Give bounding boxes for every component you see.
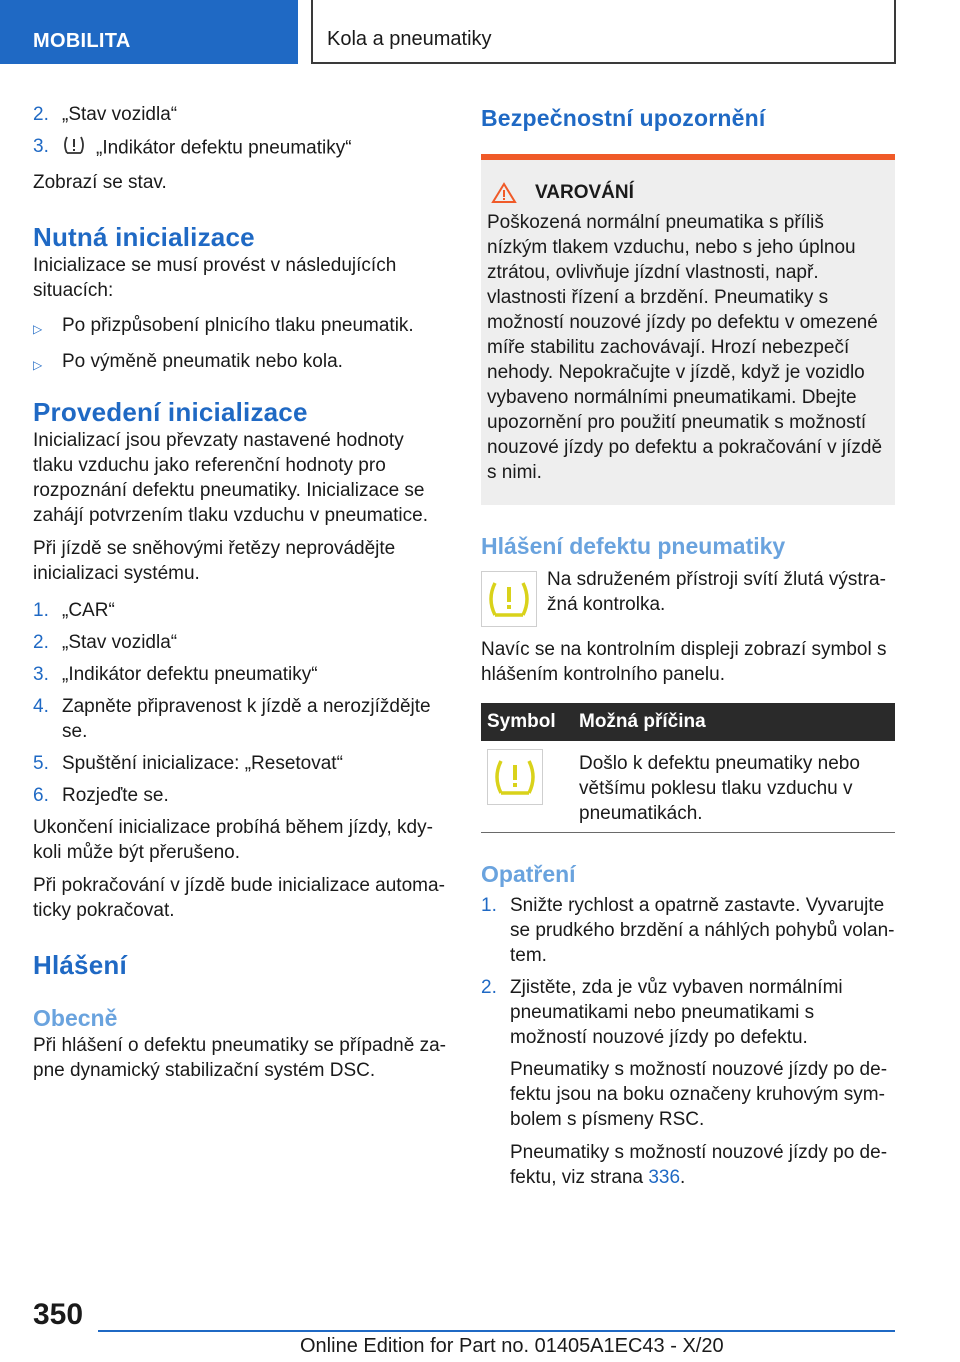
page-number: 350 bbox=[33, 1298, 84, 1331]
paragraph: Pneumatiky s možností nouzové jízdy po defektu, viz strana 336. bbox=[510, 1142, 888, 1188]
symbol-cell bbox=[481, 741, 573, 833]
page-header bbox=[0, 0, 960, 66]
heading-general: Obecně bbox=[33, 1005, 118, 1031]
step-number: 2. bbox=[33, 104, 49, 125]
warning-title: VAROVÁNÍ bbox=[535, 182, 634, 203]
list-item: 1. „CAR“ bbox=[33, 600, 115, 621]
defect-msg-row bbox=[481, 567, 895, 627]
list-item: 2. „Stav vozidla“ bbox=[33, 632, 178, 653]
symbol-table bbox=[481, 703, 895, 833]
list-item: 3. „Indikátor defektu pneumatiky“ bbox=[33, 664, 318, 685]
tire-pressure-warning-light-icon bbox=[487, 749, 543, 805]
right-column bbox=[481, 102, 895, 1190]
cause-cell: Došlo k defektu pneumatiky nebo většímu poklesu tlaku vzduchu v pneumatikách. bbox=[573, 741, 895, 833]
bullet-icon: ▷ bbox=[33, 322, 43, 336]
paragraph: Navíc se na kontrolním displeji zobrazí symbol s hlášením kontrolního panelu. bbox=[481, 639, 887, 685]
table-header-row bbox=[481, 703, 895, 741]
tire-pressure-warning-icon bbox=[62, 134, 86, 163]
page-link[interactable]: 336 bbox=[648, 1167, 681, 1188]
list-item: 5. Spuštění inicializace: „Resetovat“ bbox=[33, 753, 343, 774]
paragraph: Při jízdě se sněhovými řetězy neprovádějte inicializaci systému. bbox=[33, 538, 396, 584]
step-text: „Indikátor defektu pneumatiky“ bbox=[62, 134, 446, 163]
list-item: 2. Zjistěte, zda je vůz vybaven normálními pneumatikami nebo pneumatikami s možností nouzové jízdy po defektu. bbox=[481, 977, 843, 1048]
list-item bbox=[33, 102, 446, 127]
bullet-icon: ▷ bbox=[33, 358, 43, 372]
topic-tab: Kola a pneumatiky bbox=[311, 0, 896, 64]
table-row bbox=[481, 741, 895, 833]
list-item: 1. Snižte rychlost a opatrně zastavte. Vyvarujte se prudkého brzdění a náhlých pohybů volantem. bbox=[481, 895, 895, 966]
list-item: ▷ Po přizpůsobení plnicího tlaku pneumatik. bbox=[33, 313, 446, 342]
step-text: „Stav vozidla“ bbox=[62, 104, 178, 125]
warning-text: Poškozená normální pneumatika s příliš nízkým tlakem vzduchu, nebo s jeho úplnou ztrátou, ovlivňuje jízdní vlastnosti, např. vlastnosti řízení a brzdění. Pneumatiky s možností nouzové jízdy po defektu v omezené míře stabilitu zachovávají. Hrozí nebezpečí nehody. Nepokračujte v jízdě, když je vozidlo vybaveno normálními pneumatikami. Dbejte upozornění pro použití pneumatik s možností nouzové jízdy po defektu a pokračování v jízdě s nimi. bbox=[487, 212, 883, 483]
paragraph: Inicializací jsou převzaty nastavené hodnoty tlaku vzduchu jako referenční hodnoty pro rozpoznání defektu pneumatiky. Inicializace se zahájí potvrzením tlaku vzduchu v pneumatice. bbox=[33, 430, 428, 526]
left-column bbox=[33, 102, 446, 1083]
list-item: 6. Rozjeďte se. bbox=[33, 785, 169, 806]
heading-safety: Bezpečnostní upozornění bbox=[481, 105, 766, 131]
heading-init-perform: Provedení inicializace bbox=[33, 397, 308, 427]
footer-edition: Online Edition for Part no. 01405A1EC43 - X/20 bbox=[300, 1335, 724, 1357]
heading-measures: Opatření bbox=[481, 861, 576, 887]
paragraph: Pneumatiky s možností nouzové jízdy po defektu jsou na boku označeny kruhovým symbolem s písmeny RSC. bbox=[510, 1059, 888, 1130]
list-item: ▷ Po výměně pneumatik nebo kola. bbox=[33, 349, 446, 378]
tire-pressure-warning-light-icon bbox=[481, 571, 537, 627]
warning-triangle-icon bbox=[491, 182, 517, 204]
paragraph: Při pokračování v jízdě bude inicializace automaticky pokračovat. bbox=[33, 875, 445, 921]
heading-messages: Hlášení bbox=[33, 950, 127, 980]
paragraph: Inicializace se musí provést v následujících situacích: bbox=[33, 255, 397, 301]
column-header-symbol: Symbol bbox=[481, 703, 573, 741]
paragraph: Ukončení inicializace probíhá během jízdy, kdykoli může být přerušeno. bbox=[33, 817, 433, 863]
init-steps-list bbox=[33, 598, 446, 808]
warning-header bbox=[487, 182, 887, 204]
column-header-cause: Možná příčina bbox=[573, 703, 895, 741]
list-item bbox=[33, 134, 446, 163]
heading-init-needed: Nutná inicializace bbox=[33, 222, 255, 252]
footer-divider bbox=[98, 1330, 895, 1332]
paragraph: Na sdruženém přístroji svítí žlutá výstražná kontrolka. bbox=[547, 569, 886, 615]
warning-box bbox=[481, 154, 895, 505]
section-tab: MOBILITA bbox=[0, 0, 298, 64]
status-result: Zobrazí se stav. bbox=[33, 172, 167, 193]
paragraph: Při hlášení o defektu pneumatiky se případně zapne dynamický stabilizační systém DSC. bbox=[33, 1035, 446, 1081]
list-item: 4. Zapněte připravenost k jízdě a nerozjíždějte se. bbox=[33, 696, 431, 742]
step-number: 3. bbox=[33, 136, 49, 157]
heading-defect-msg: Hlášení defektu pneumatiky bbox=[481, 533, 786, 559]
